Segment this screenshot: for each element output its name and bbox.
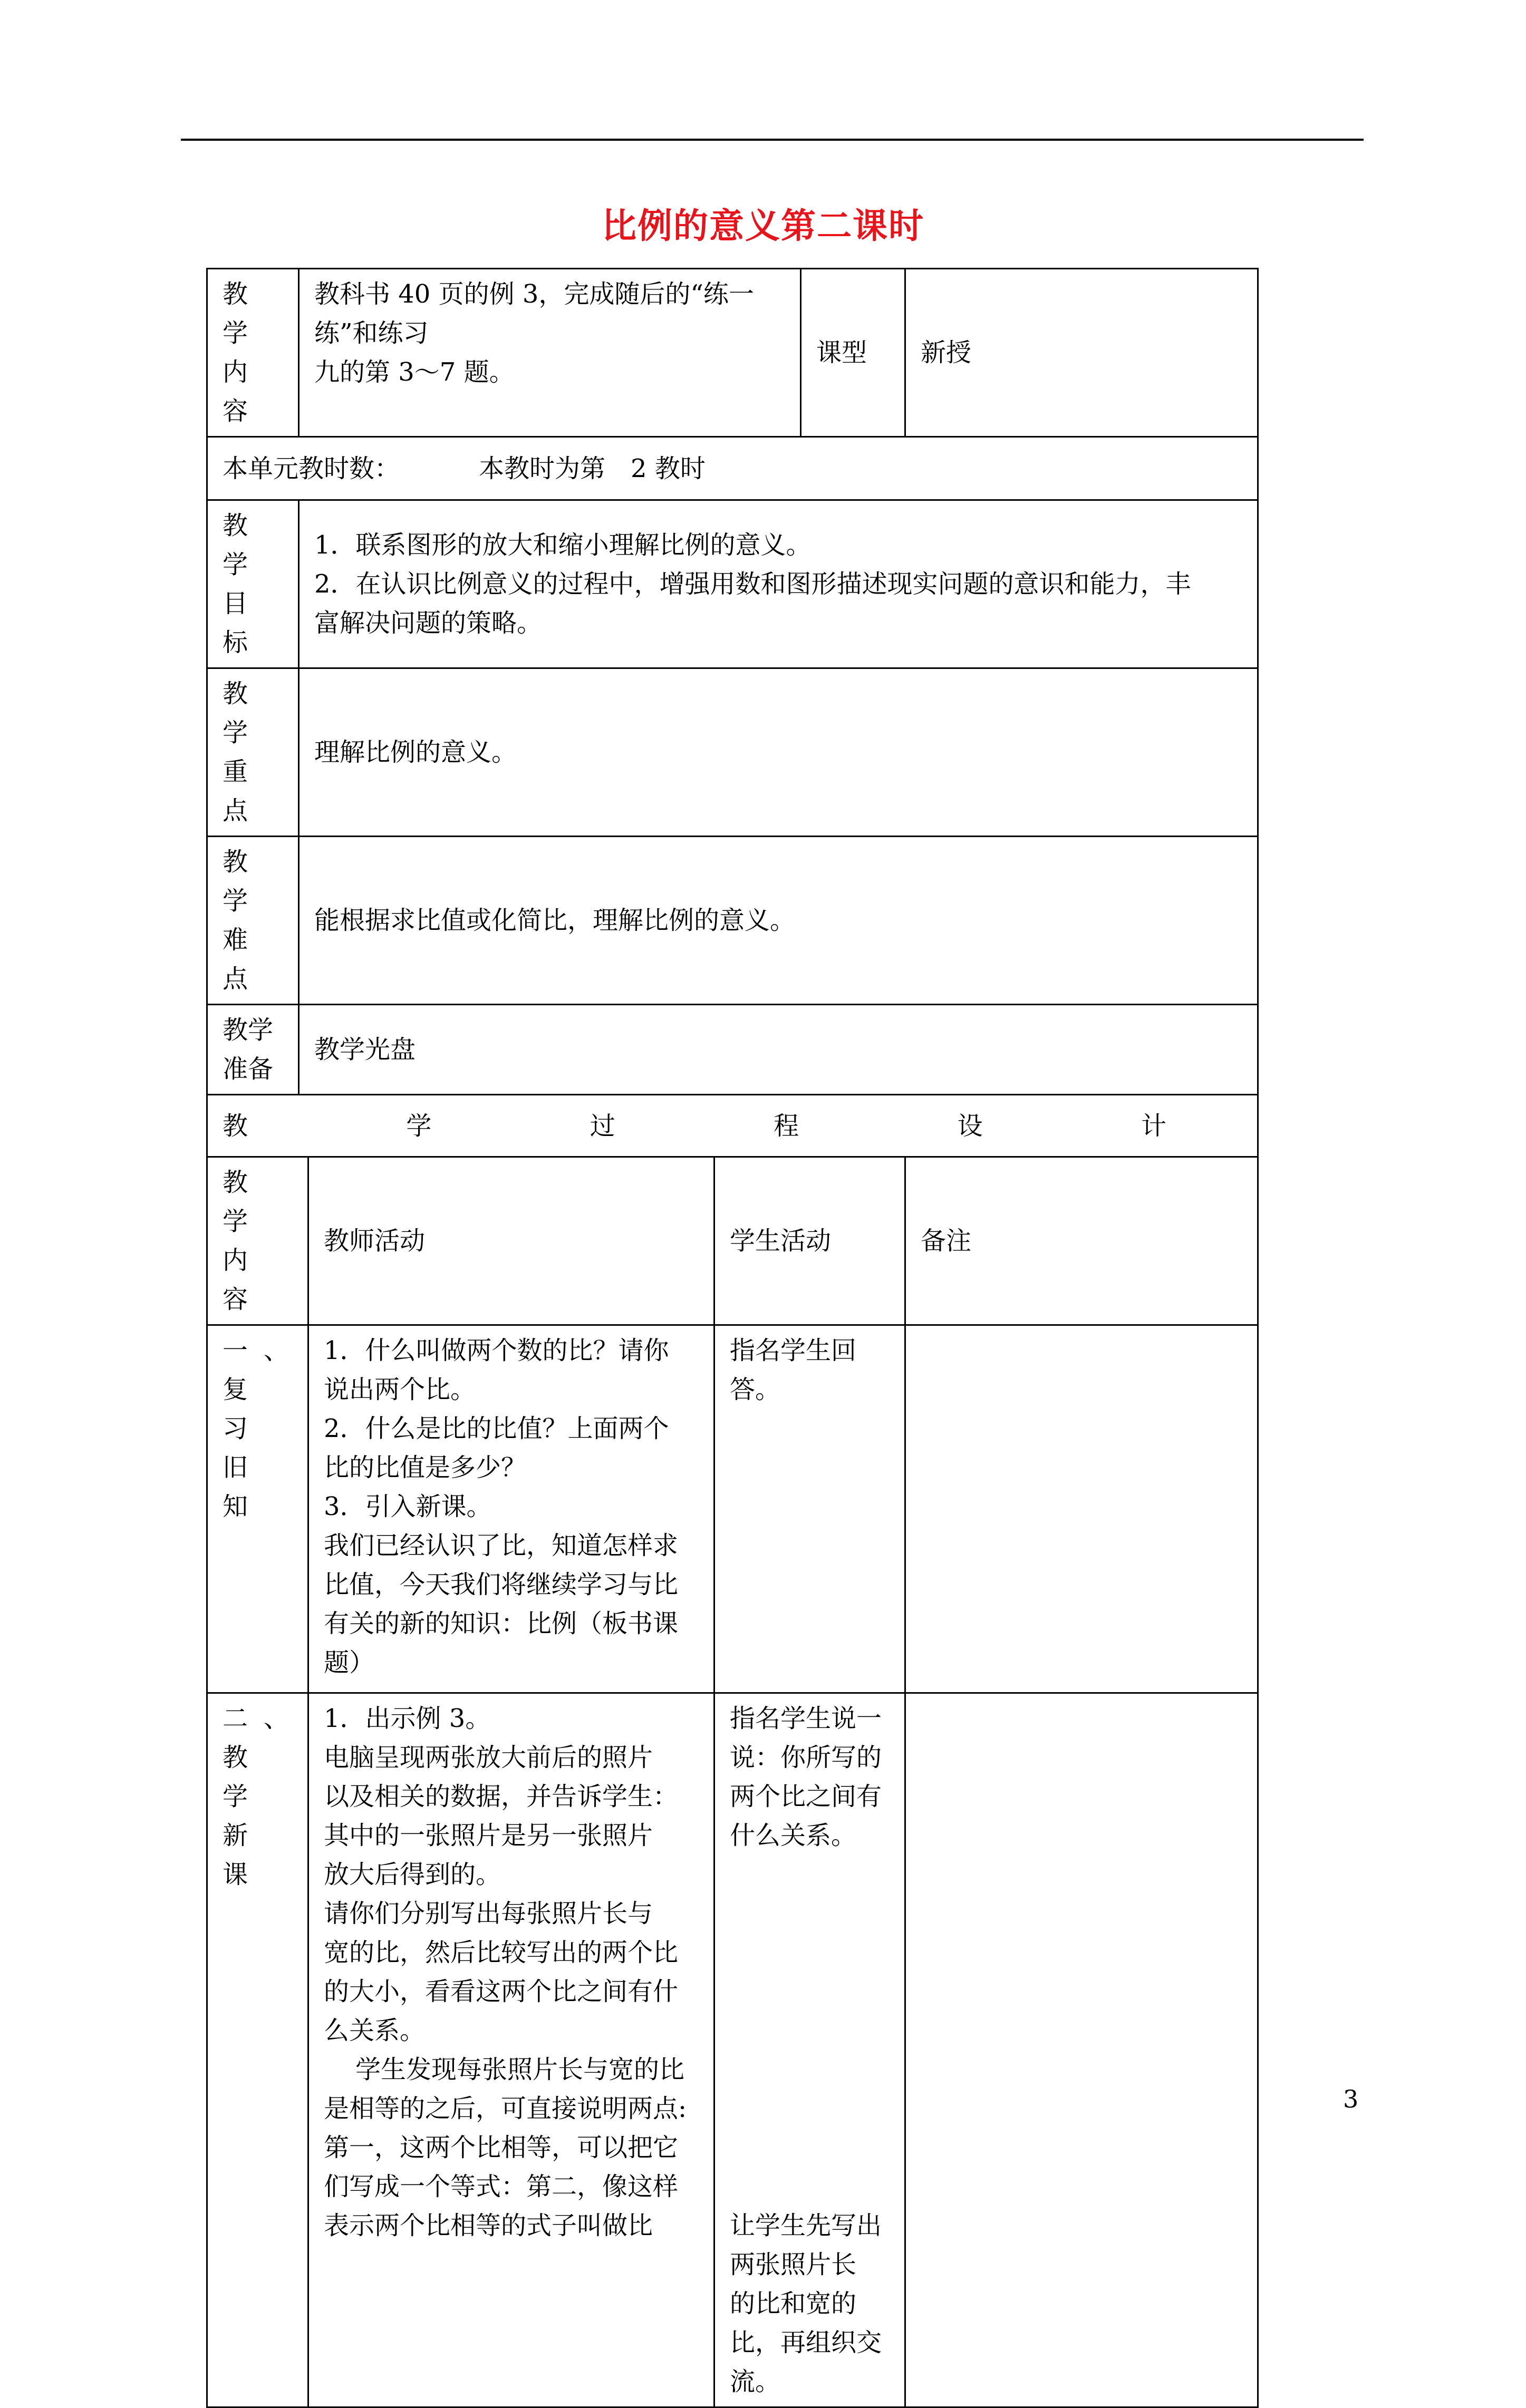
columns-header-row xyxy=(207,1157,1258,1325)
difficulties-text: 能根据求比值或化简比，理解比例的意义。 xyxy=(299,837,1258,1005)
objectives-label: 教 学 目标 xyxy=(207,500,299,668)
header-rule xyxy=(181,139,1364,141)
lesson-plan-table xyxy=(206,268,1259,2408)
unit-hours-label: 本单元教时数： xyxy=(223,453,400,483)
preparation-row xyxy=(207,1005,1258,1095)
lesson-type-value: 新授 xyxy=(905,269,1258,437)
student-activity: 指名学生回答。 xyxy=(714,1325,905,1693)
key-points-label: 教 学 重点 xyxy=(207,668,299,837)
difficulties-label: 教 学 难点 xyxy=(207,837,299,1005)
preparation-label: 教学 准备 xyxy=(207,1005,299,1095)
page-title: 比例的意义第二课时 xyxy=(602,205,924,246)
objectives-row xyxy=(207,500,1258,668)
process-heading-row xyxy=(207,1095,1258,1157)
student-activity: 指名学生说一说：你所写的 两个比之间有什么关系。 让学生先写出两张照片长 的比和宽的比，再组织交流。 xyxy=(714,1693,905,2407)
content-row xyxy=(207,269,1258,437)
col-notes-header: 备注 xyxy=(905,1157,1258,1325)
col-student-header: 学生活动 xyxy=(714,1157,905,1325)
unit-hours-row xyxy=(207,437,1258,500)
notes-cell xyxy=(905,1325,1258,1693)
col-teacher-header: 教师活动 xyxy=(308,1157,714,1325)
key-points-row xyxy=(207,668,1258,837)
page-number: 3 xyxy=(1343,2085,1359,2113)
content-label: 教 学 内容 xyxy=(207,269,299,437)
col-content-header: 教 学 内 容 xyxy=(207,1157,308,1325)
notes-cell xyxy=(905,1693,1258,2407)
unit-hours-cell xyxy=(207,437,1258,500)
preparation-text: 教学光盘 xyxy=(299,1005,1258,1095)
teacher-activity: 1．出示例 3。 电脑呈现两张放大前后的照片 以及相关的数据，并告诉学生： 其中的一张照片是另一张照片 放大后得到的。 请你们分别写出每张照片长与 宽的比，然后比较写出的两个比 的大小，看看这两个比之间有什 么关系。 学生发现每张照片长与宽的比 是相等的之后，可直接说明两点: 第一，这两个比相等，可以把它 们写成一个等式：第二，像这样 表示两个比相等的式子叫做比 xyxy=(308,1693,714,2407)
current-hour: 本教时为第 2 教时 xyxy=(479,453,706,483)
content-text: 教科书 40 页的例 3，完成随后的“练一练”和练习 九的第 3～7 题。 xyxy=(299,269,801,437)
lesson-type-label: 课型 xyxy=(801,269,905,437)
objectives-text: 1．联系图形的放大和缩小理解比例的意义。 2．在认识比例意义的过程中，增强用数和图形描述现实问题的意识和能力，丰 富解决问题的策略。 xyxy=(299,500,1258,668)
teacher-activity: 1．什么叫做两个数的比？请你 说出两个比。 2．什么是比的比值？上面两个 比的比值是多少？ 3．引入新课。 我们已经认识了比，知道怎样求 比值，今天我们将继续学习与比 有关的新的知识：比例（板书课 题） xyxy=(308,1325,714,1693)
key-points-text: 理解比例的意义。 xyxy=(299,668,1258,837)
row-section-label: 一、 复 习 旧 知 xyxy=(207,1325,308,1693)
difficulties-row xyxy=(207,837,1258,1005)
process-heading: 教 学 过 程 设 计 xyxy=(207,1095,1258,1157)
table-row xyxy=(207,1693,1258,2407)
table-row xyxy=(207,1325,1258,1693)
row-section-label: 二、 教 学 新 课 xyxy=(207,1693,308,2407)
